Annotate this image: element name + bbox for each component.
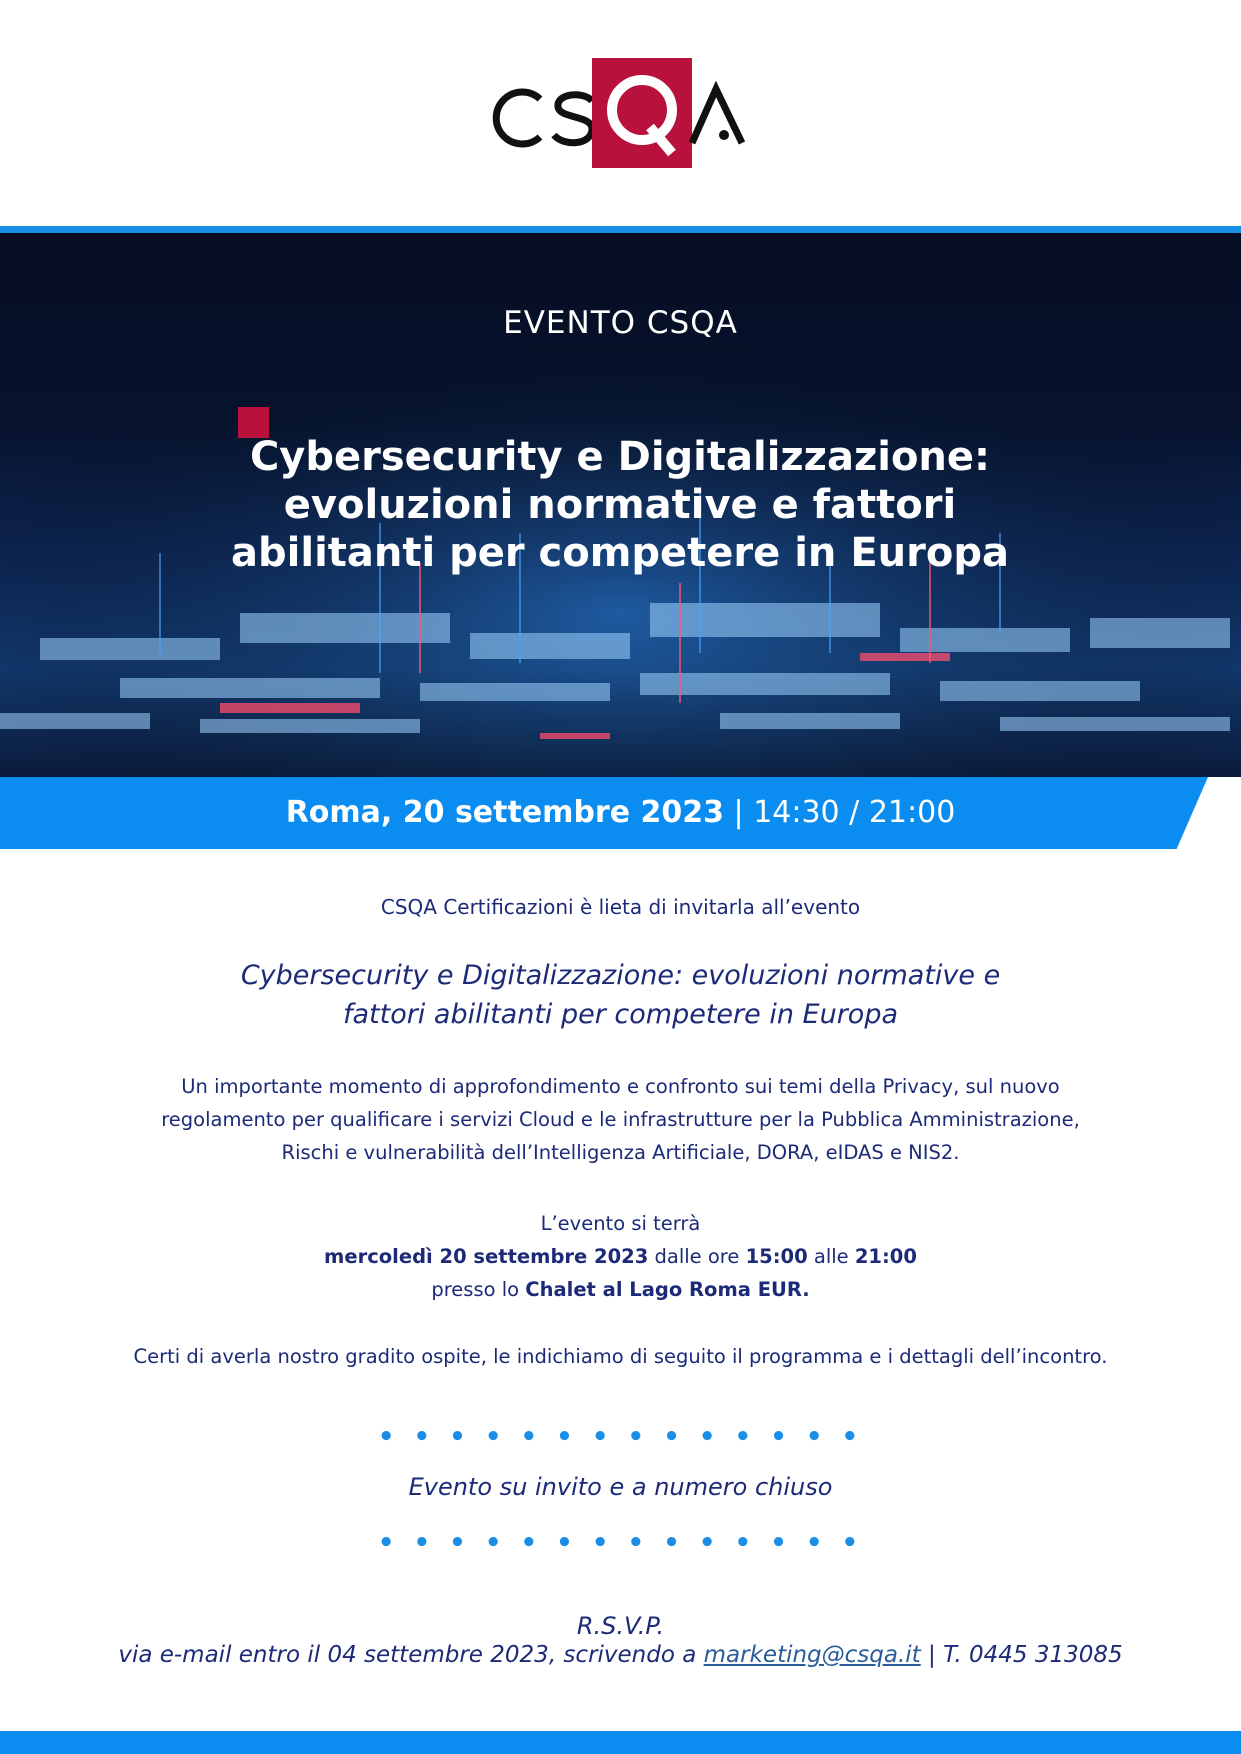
hero-title-line: abilitanti per competere in Europa <box>231 530 1009 576</box>
details-day: mercoledì 20 settembre 2023 <box>324 1245 649 1268</box>
top-accent-rule <box>0 226 1241 233</box>
event-title <box>0 956 1241 1034</box>
description-line: Un importante momento di approfondimento e confronto sui temi della Privacy, sul nuovo <box>181 1075 1060 1098</box>
event-date: Roma, 20 settembre 2023 <box>285 795 724 830</box>
dotted-divider: • • • • • • • • • • • • • • <box>377 1422 864 1452</box>
rsvp-title: R.S.V.P. <box>576 1612 665 1640</box>
details-from: dalle ore <box>648 1245 746 1268</box>
description-line: regolamento per qualificare i servizi Cloud e le infrastrutture per la Pubblica Amministrazione, <box>161 1108 1080 1131</box>
hero-eyebrow: EVENTO CSQA <box>503 305 738 341</box>
hero-banner <box>0 233 1241 777</box>
rsvp-mid: , scrivendo a <box>548 1642 704 1668</box>
date-banner-text <box>0 777 1241 849</box>
hero-title-line: Cybersecurity e Digitalizzazione: <box>249 434 991 480</box>
bottom-accent-bar <box>0 1731 1241 1754</box>
event-title-line: fattori abilitanti per competere in Europa <box>342 999 899 1030</box>
event-details <box>0 1207 1241 1306</box>
venue-name: Chalet al Lago Roma EUR. <box>525 1278 810 1301</box>
invite-only-note: Evento su invito e a numero chiuso <box>408 1473 833 1501</box>
rsvp-deadline: 04 settembre 2023 <box>327 1642 549 1668</box>
details-end: 21:00 <box>854 1245 917 1268</box>
event-title-line: Cybersecurity e Digitalizzazione: evoluzioni normative e <box>240 960 1001 991</box>
csqa-logo-graphic <box>480 55 760 170</box>
closing-text: Certi di averla nostro gradito ospite, le indichiamo di seguito il programma e i dettagli dell’incontro. <box>133 1345 1108 1368</box>
rsvp-email-link[interactable]: marketing@csqa.it <box>703 1642 921 1668</box>
csqa-logo <box>0 55 1241 170</box>
venue-prefix: presso lo <box>431 1278 526 1301</box>
dotted-divider: • • • • • • • • • • • • • • <box>377 1528 864 1558</box>
rsvp-phone: | T. 0445 313085 <box>920 1642 1123 1668</box>
details-start: 15:00 <box>745 1245 808 1268</box>
details-to: alle <box>807 1245 855 1268</box>
hero-title <box>220 433 1020 577</box>
description-line: Rischi e vulnerabilità dell’Intelligenza Artificiale, DORA, eIDAS e NIS2. <box>281 1141 960 1164</box>
intro-text: CSQA Certificazioni è lieta di invitarla all’evento <box>380 895 861 919</box>
rsvp-details <box>0 1642 1241 1668</box>
rsvp-prefix: via e-mail entro il <box>118 1642 328 1668</box>
date-separator: | <box>724 795 754 830</box>
details-intro: L’evento si terrà <box>540 1212 701 1235</box>
details-datetime <box>0 1240 1241 1273</box>
event-time: 14:30 / 21:00 <box>753 795 956 830</box>
event-description <box>0 1070 1241 1169</box>
hero-title-line: evoluzioni normative e fattori <box>283 482 957 528</box>
details-venue <box>0 1273 1241 1306</box>
